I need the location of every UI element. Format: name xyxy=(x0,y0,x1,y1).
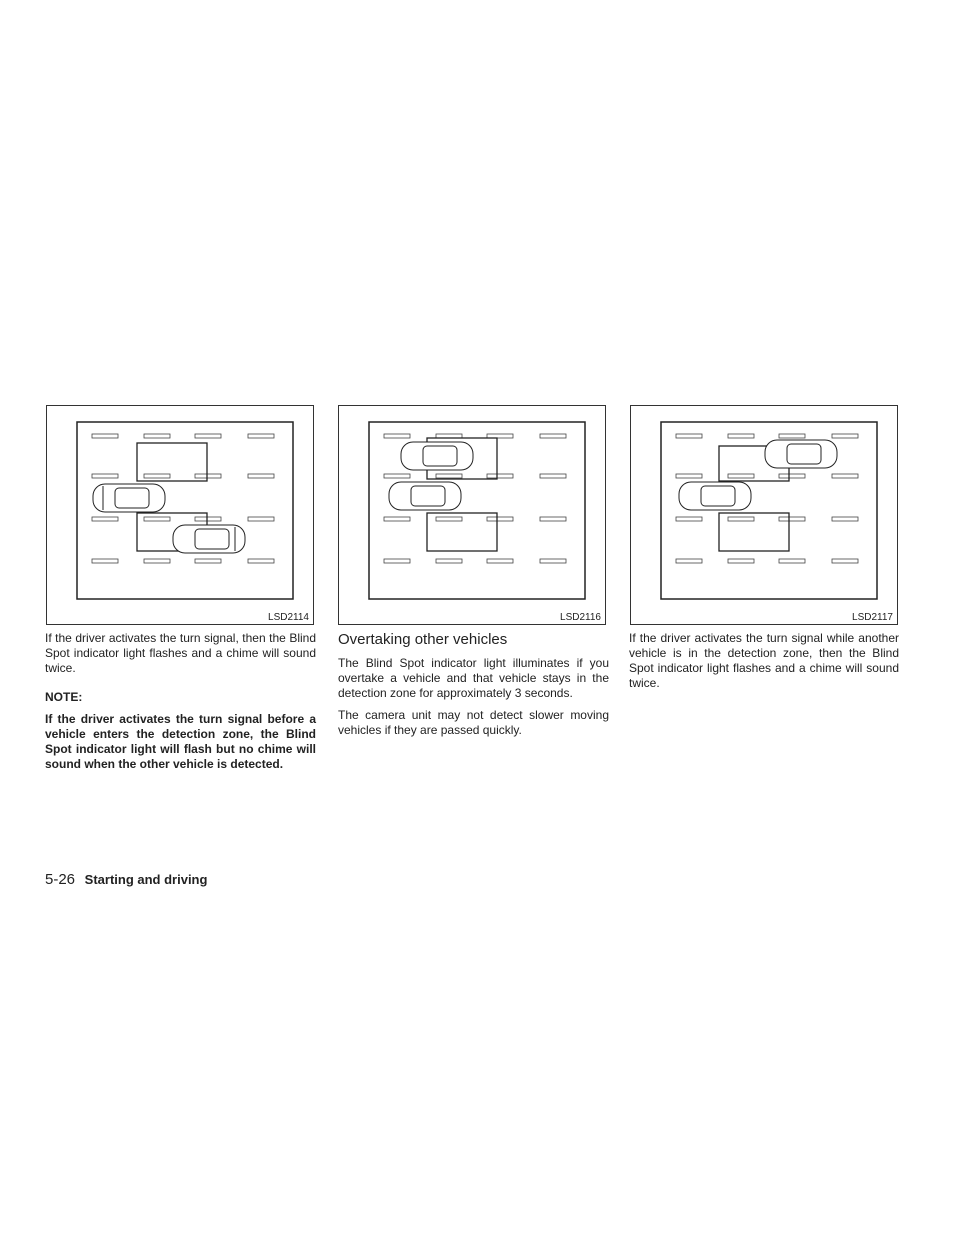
car-other xyxy=(173,525,245,553)
car-subject xyxy=(93,484,165,512)
paragraph: If the driver activates the turn signal while another vehicle is in the detection zone, then the Blind Spot indicator light flashes and a chime will sound twice. xyxy=(629,631,899,690)
note-text: If the driver activates the turn signal before a vehicle enters the detection zone, the Blind Spot indicator light will flash but no chime will sound when the other vehicle is detected. xyxy=(45,712,316,771)
figure-lsd2114 xyxy=(46,405,314,625)
diagram-overtaking xyxy=(339,406,607,626)
figure-id: LSD2116 xyxy=(560,612,601,623)
diagram-turn-signal-in-zone xyxy=(631,406,899,626)
paragraph: If the driver activates the turn signal, then the Blind Spot indicator light flashes and a chime will sound twice. xyxy=(45,631,316,675)
note-heading: NOTE: xyxy=(45,690,83,704)
paragraph: The Blind Spot indicator light illuminates if you overtake a vehicle and that vehicle stays in the detection zone for approximately 3 seconds. xyxy=(338,656,609,700)
paragraph: The camera unit may not detect slower moving vehicles if they are passed quickly. xyxy=(338,708,609,737)
figure-id: LSD2117 xyxy=(852,612,893,623)
section-title: Starting and driving xyxy=(84,872,208,887)
column-3 xyxy=(629,631,899,698)
figure-lsd2117 xyxy=(630,405,898,625)
figure-lsd2116 xyxy=(338,405,606,625)
page-footer xyxy=(45,871,207,888)
column-1 xyxy=(45,631,316,779)
section-heading: Overtaking other vehicles xyxy=(338,631,508,648)
diagram-blind-spot-turn-signal xyxy=(47,406,315,626)
column-2 xyxy=(338,631,609,745)
page-number: 5-26 xyxy=(45,871,76,888)
figure-id: LSD2114 xyxy=(268,612,309,623)
